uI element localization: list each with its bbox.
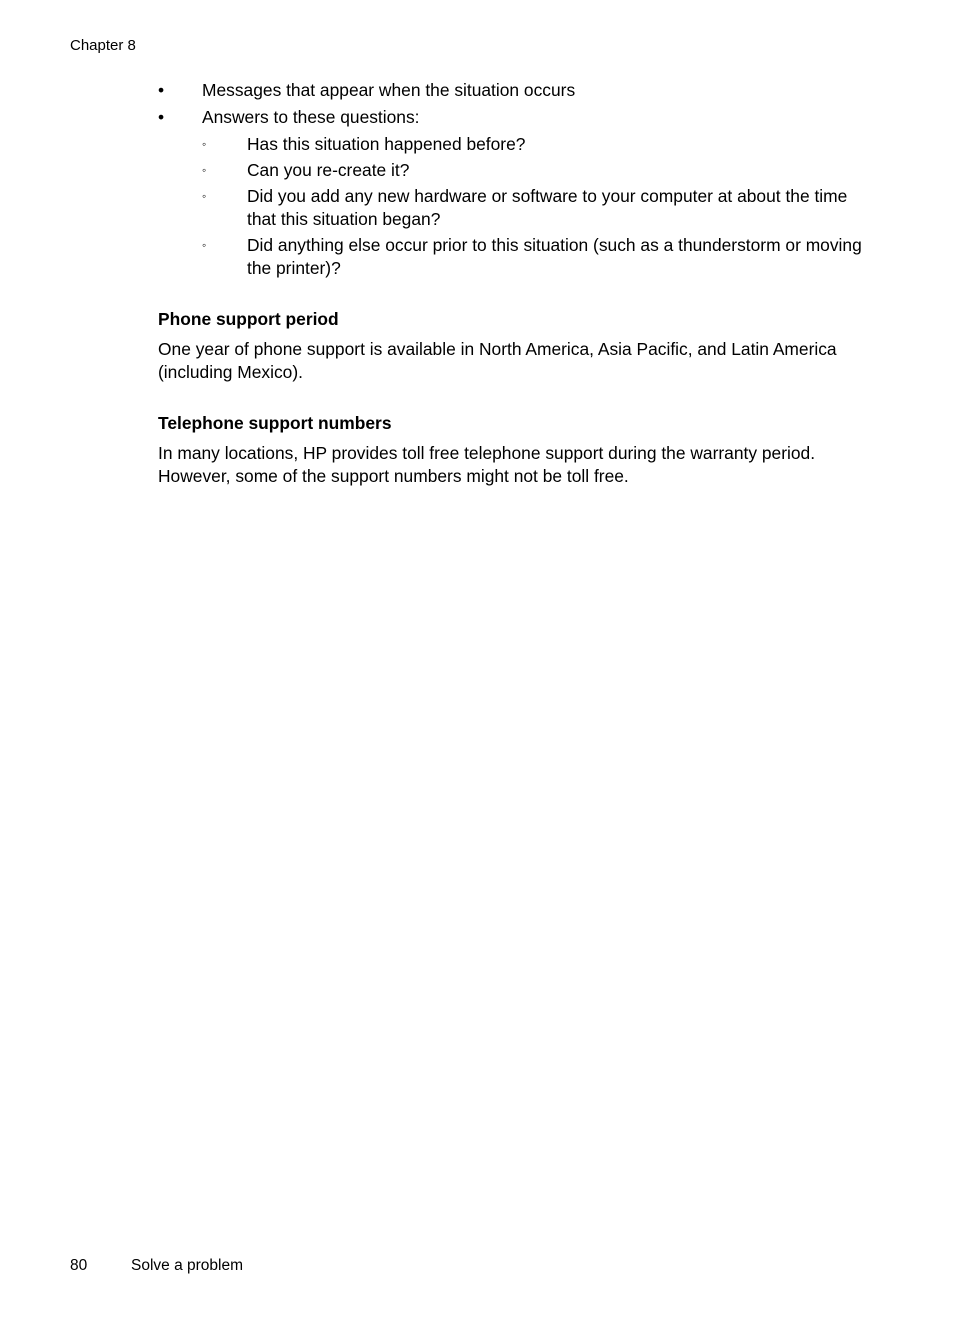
page-number: 80 — [70, 1257, 88, 1274]
section-heading: Telephone support numbers — [158, 413, 392, 433]
hollow-bullet-icon: ◦ — [202, 137, 207, 151]
sub-list-item-text: Can you re-create it? — [247, 160, 410, 180]
bullet-list — [158, 79, 868, 280]
sub-bullet-list — [202, 133, 868, 280]
hollow-bullet-icon: ◦ — [202, 238, 207, 252]
footer-section-title: Solve a problem — [131, 1257, 244, 1274]
phone-support-period-section — [158, 308, 868, 384]
section-body: One year of phone support is available in North America, Asia Pacific, and Latin America (including Mexico). — [158, 339, 837, 382]
list-item-text: Messages that appear when the situation occurs — [202, 80, 576, 100]
bullet-icon: • — [158, 80, 165, 100]
sub-list-item-text: Has this situation happened before? — [247, 134, 526, 154]
list-item — [158, 79, 868, 102]
hollow-bullet-icon: ◦ — [202, 163, 207, 177]
section-heading: Phone support period — [158, 309, 339, 329]
sub-list-item — [202, 159, 868, 182]
sub-list-item-text: Did anything else occur prior to this situation (such as a thunderstorm or moving the printer)? — [247, 235, 862, 278]
sub-list-item — [202, 185, 868, 231]
info-list-block — [158, 79, 868, 284]
running-header — [70, 37, 136, 54]
sub-list-item — [202, 133, 868, 156]
page-footer — [70, 1257, 243, 1275]
sub-list-item-text: Did you add any new hardware or software to your computer at about the time that this situation began? — [247, 186, 848, 229]
bullet-icon: • — [158, 107, 165, 127]
telephone-support-numbers-section — [158, 412, 868, 488]
sub-list-item — [202, 234, 868, 280]
section-body: In many locations, HP provides toll free telephone support during the warranty period. However, some of the support numbers might not be toll free. — [158, 443, 816, 486]
chapter-label: Chapter 8 — [70, 37, 136, 54]
hollow-bullet-icon: ◦ — [202, 189, 207, 203]
list-item — [158, 106, 868, 280]
list-item-text: Answers to these questions: — [202, 107, 420, 127]
